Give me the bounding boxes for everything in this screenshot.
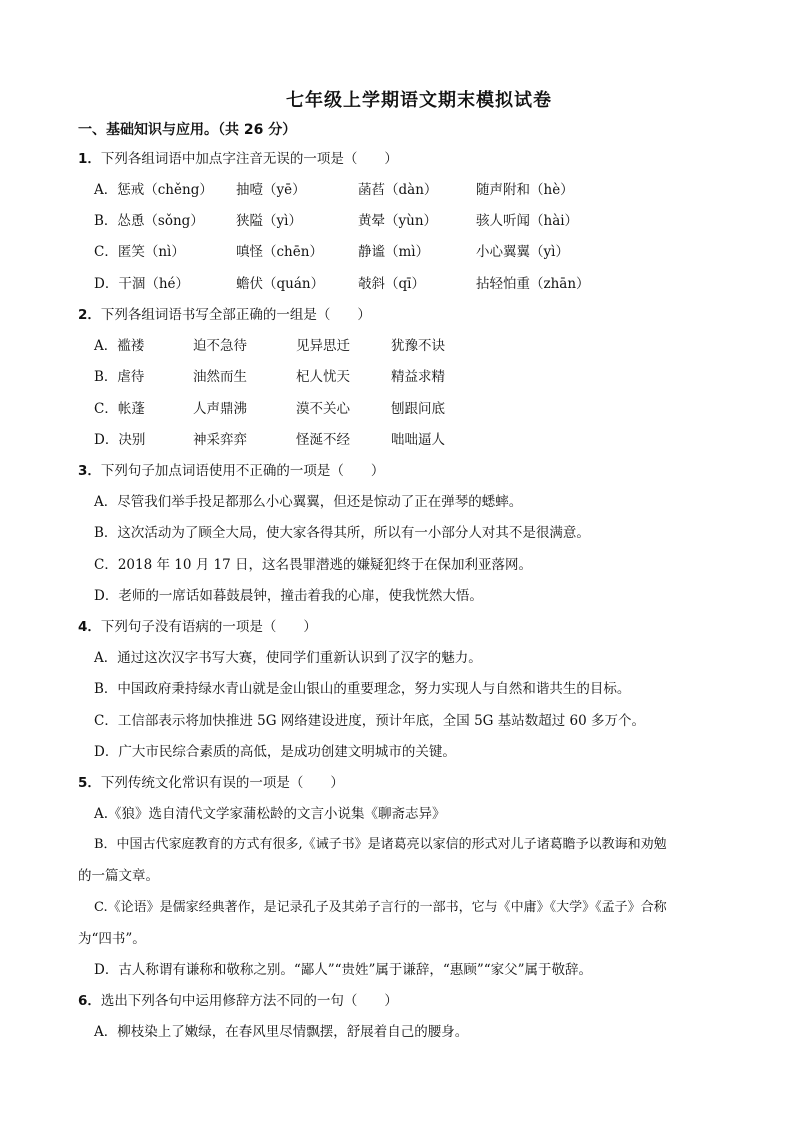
q2-option-a-4: 犹豫不诀: [391, 338, 445, 354]
question-number: 6．: [78, 993, 101, 1009]
q1-option-a-1: A．惩戒（chěng）: [94, 182, 213, 198]
q2-option-a-2: 迫不急待: [193, 338, 247, 354]
q2-option-d-2: 神采弈弈: [193, 432, 247, 448]
question-stem: 下列句子没有语病的一项是（ ）: [100, 619, 317, 635]
question-6: [78, 989, 398, 1009]
question-stem: 下列各组词语中加点字注音无误的一项是（ ）: [100, 151, 398, 167]
q2-option-b-4: 精益求精: [391, 369, 445, 385]
q5-option-b-line1: B．中国古代家庭教育的方式有很多,《诫子书》是诸葛亮以家信的形式对儿子诸葛瞻予以教诲和劝勉: [94, 837, 667, 852]
q5-option-a: A.《狼》选自清代文学家蒲松龄的文言小说集《聊斋志异》: [94, 806, 446, 822]
question-stem: 选出下列各句中运用修辞方法不同的一句（ ）: [100, 993, 398, 1009]
q1-option-b-4: 骇人听闻（hài）: [476, 213, 579, 229]
q5-option-b-line2: 的一篇文章。: [78, 868, 159, 884]
q1-option-d-3: 攲斜（qī）: [358, 276, 425, 292]
q1-option-d-1: D．干涸（hé）: [94, 276, 190, 292]
page-title: 七年级上学期语文期末模拟试卷: [286, 90, 552, 111]
q4-option-a: A．通过这次汉字书写大赛，使同学们重新认识到了汉字的魅力。: [94, 650, 482, 666]
q3-option-c: C．2018 年 10 月 17 日，这名畏罪潜逃的嫌疑犯终于在保加利亚落网。: [94, 557, 532, 573]
q1-option-b-3: 黄晕（yùn）: [358, 213, 438, 229]
question-3: [78, 459, 384, 479]
q1-option-a-2: 抽噎（yē）: [236, 182, 306, 198]
q5-option-d: D．古人称谓有谦称和敬称之别。“鄙人”“贵姓”属于谦辞，“惠顾”“家父”属于敬辞。: [94, 962, 593, 978]
q2-option-b-2: 油然而生: [193, 369, 247, 385]
q1-option-a-4: 随声附和（hè）: [476, 182, 574, 198]
question-number: 3．: [78, 463, 101, 479]
question-number: 2．: [78, 307, 101, 323]
q4-option-c: C．工信部表示将加快推进 5G 网络建设进度，预计年底，全国 5G 基站数超过 60 多万个。: [94, 713, 646, 729]
q2-option-d-3: 怪涎不经: [296, 432, 350, 448]
q1-option-d-2: 蟾伏（quán）: [236, 276, 325, 292]
q2-option-d-4: 咄咄逼人: [391, 432, 445, 448]
q2-option-b-3: 杞人忧天: [296, 369, 350, 385]
question-number: 1．: [78, 151, 101, 167]
question-number: 5．: [78, 775, 101, 791]
q1-option-c-1: C．匿笑（nì）: [94, 244, 185, 260]
q5-option-c-line1: C.《论语》是儒家经典著作，是记录孔子及其弟子言行的一部书，它与《中庸》《大学》《孟子》合称: [94, 900, 667, 915]
q2-option-d-1: D．决别: [94, 432, 146, 448]
q3-option-b: B．这次活动为了顾全大局，使大家各得其所，所以有一小部分人对其不是很满意。: [94, 525, 590, 541]
q2-option-c-4: 刨跟问底: [391, 401, 445, 417]
question-number: 4．: [78, 619, 101, 635]
q2-option-a-1: A．褴褛: [94, 338, 145, 354]
question-5: [78, 771, 344, 791]
q3-option-d: D．老师的一席话如暮鼓晨钟，撞击着我的心扉，使我恍然大悟。: [94, 588, 483, 604]
q1-option-d-4: 拈轻怕重（zhān）: [476, 276, 590, 292]
q1-option-a-3: 菡萏（dàn）: [358, 182, 438, 198]
question-stem: 下列各组词语书写全部正确的一组是（ ）: [100, 307, 371, 323]
question-stem: 下列传统文化常识有误的一项是（ ）: [100, 775, 344, 791]
q2-option-c-1: C．帐蓬: [94, 401, 145, 417]
q1-option-b-2: 狭隘（yì）: [236, 213, 302, 229]
q4-option-b: B．中国政府秉持绿水青山就是金山银山的重要理念，努力实现人与自然和谐共生的目标。: [94, 681, 631, 697]
question-1: [78, 147, 398, 167]
q5-option-c-line2: 为“四书”。: [78, 931, 146, 947]
q1-option-c-4: 小心翼翼（yì）: [476, 244, 569, 260]
q2-option-c-3: 漠不关心: [296, 401, 350, 417]
q2-option-b-1: B．虐待: [94, 369, 145, 385]
question-2: [78, 303, 371, 323]
question-4: [78, 615, 317, 635]
q2-option-a-3: 见异思迁: [296, 338, 350, 354]
question-stem: 下列句子加点词语使用不正确的一项是（ ）: [100, 463, 385, 479]
q4-option-d: D．广大市民综合素质的高低，是成功创建文明城市的关键。: [94, 744, 456, 760]
q3-option-a: A．尽管我们举手投足都那么小心翼翼，但还是惊动了正在弹琴的蟋蟀。: [94, 494, 523, 510]
q2-option-c-2: 人声鼎沸: [193, 401, 247, 417]
q1-option-b-1: B．怂恿（sǒng）: [94, 213, 204, 229]
q1-option-c-3: 静谧（mì）: [358, 244, 430, 260]
section-heading: 一、基础知识与应用。（共 26 分）: [78, 122, 297, 138]
q1-option-c-2: 嗔怪（chēn）: [236, 244, 323, 260]
q6-option-a: A．柳枝染上了嫩绿，在春风里尽情飘摆，舒展着自己的腰身。: [94, 1024, 469, 1040]
